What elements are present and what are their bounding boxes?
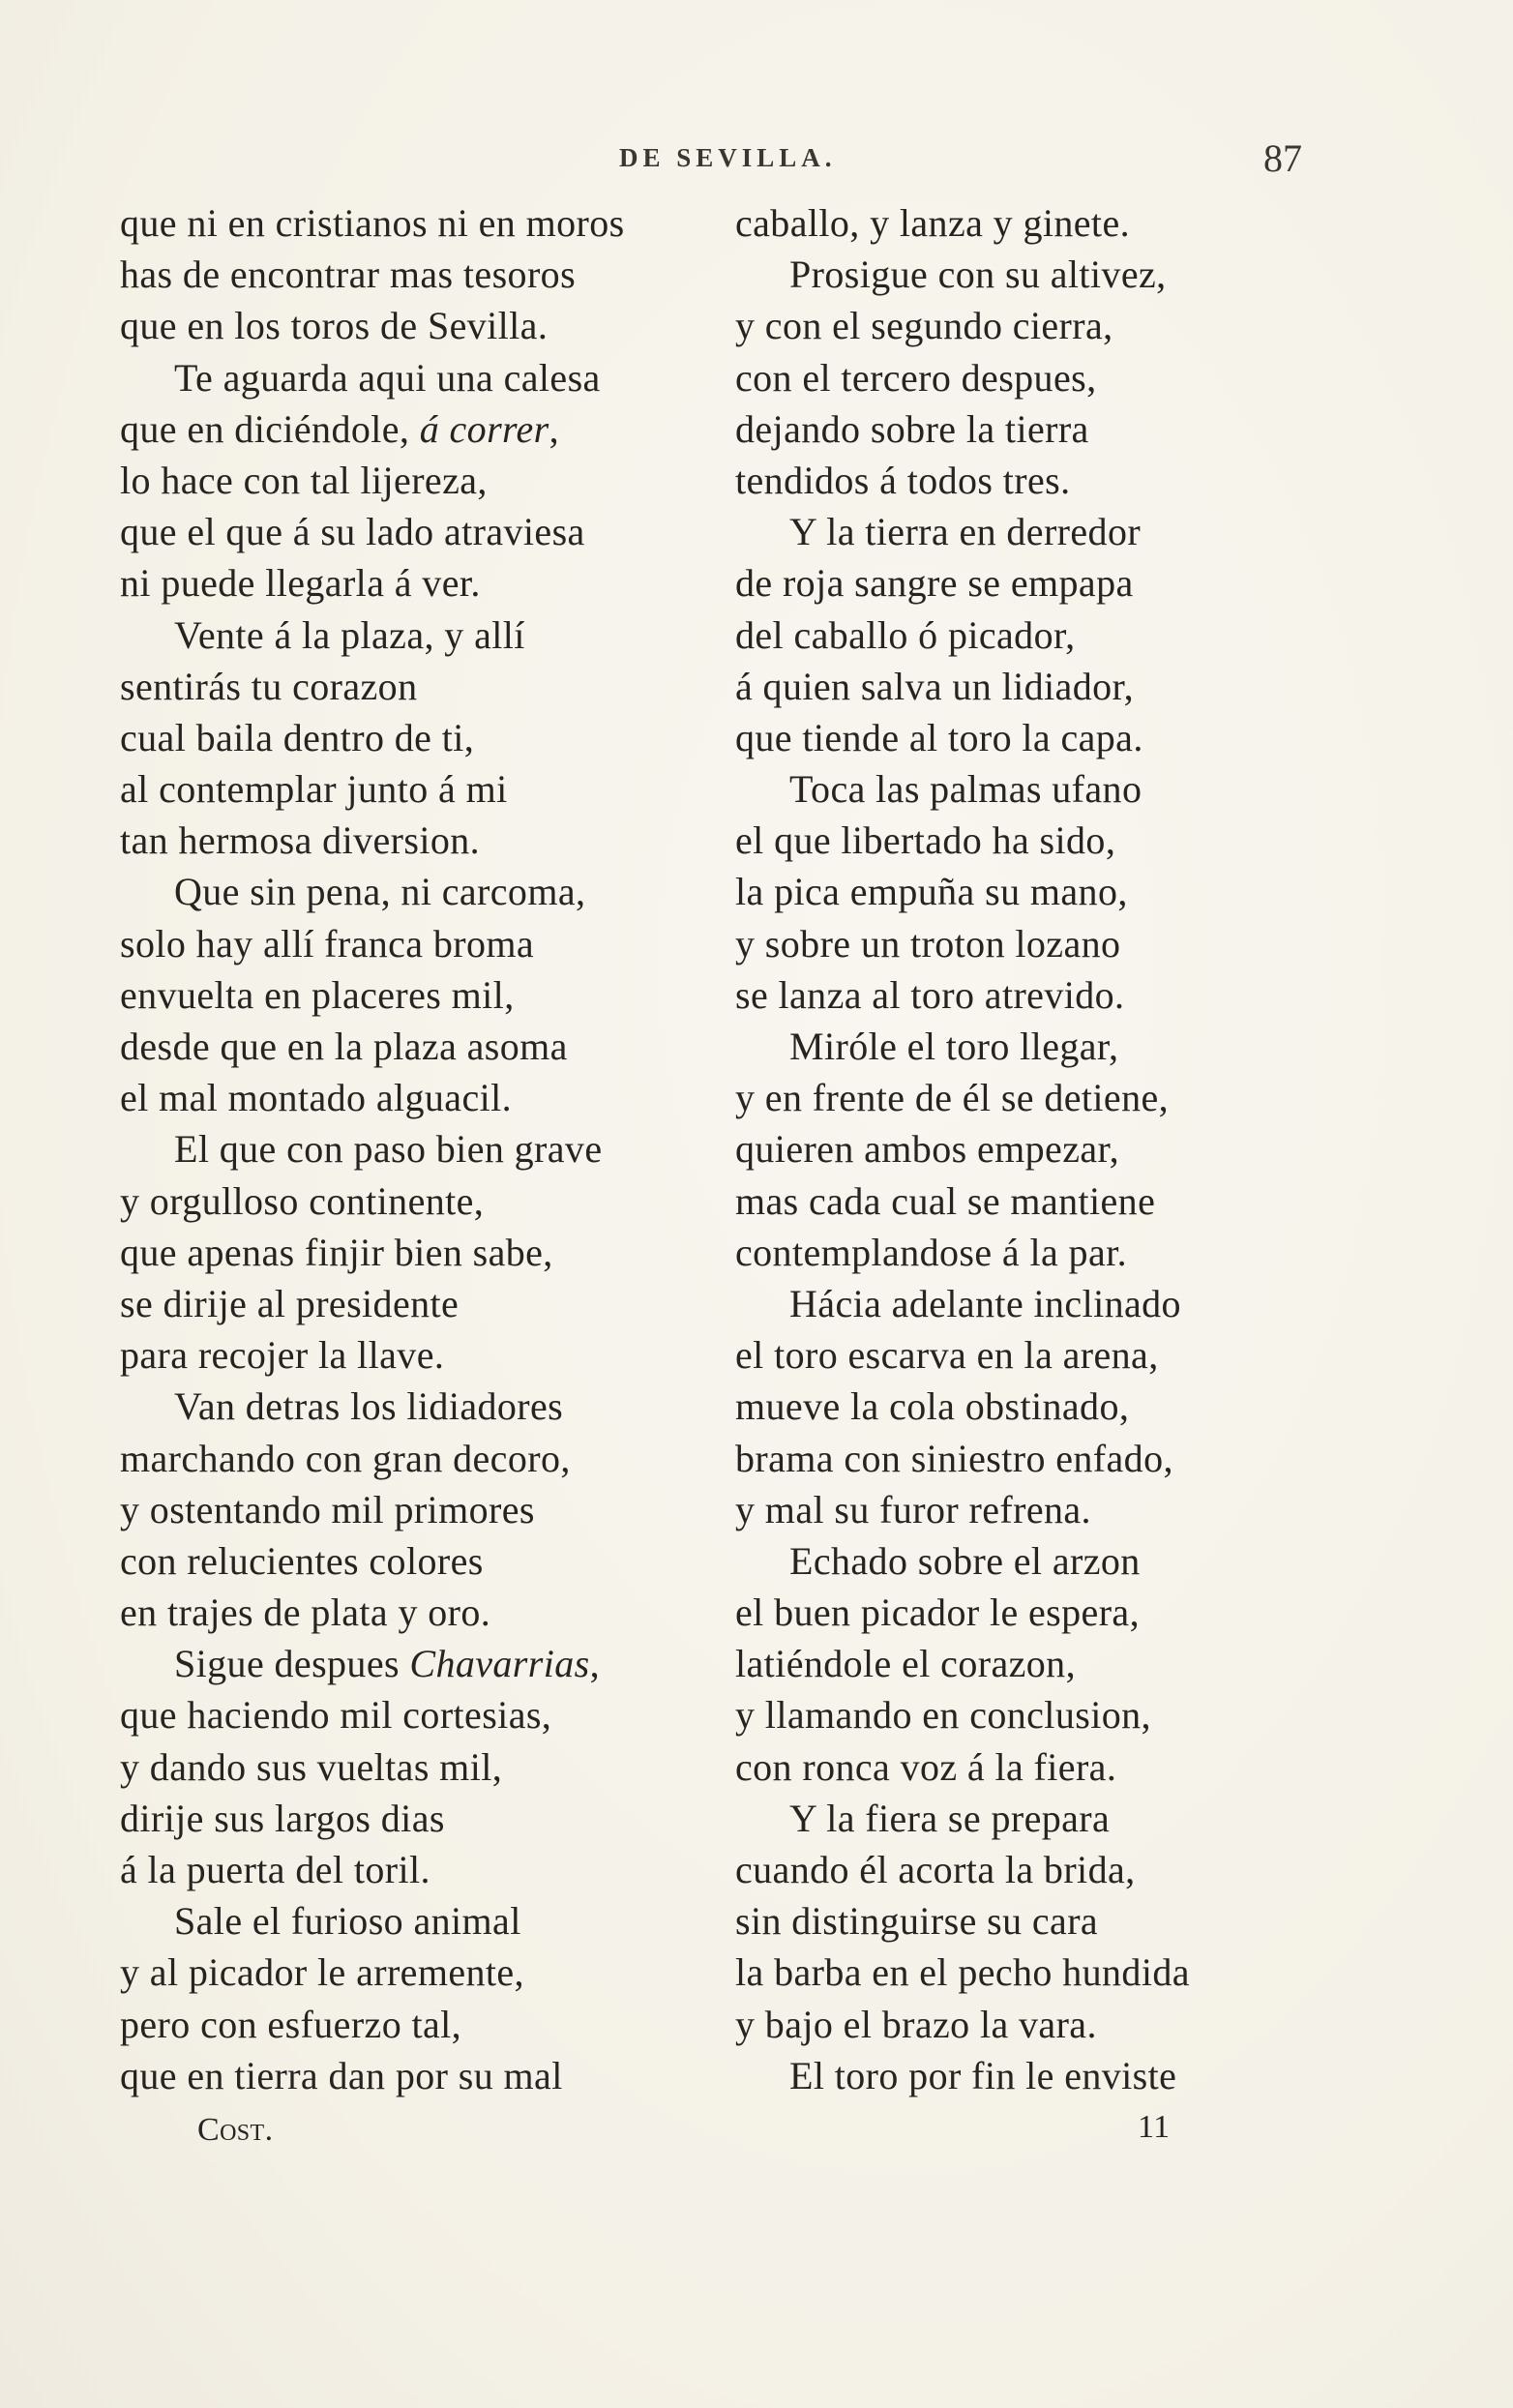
verse-line <box>735 1072 1354 1123</box>
verse-text: y bajo el brazo la vara. <box>735 2002 1097 2046</box>
verse-text: que haciendo mil cortesias, <box>120 1693 552 1738</box>
verse-line <box>120 249 700 300</box>
verse-text: y ostentando mil primores <box>120 1487 535 1531</box>
verse-line <box>735 1123 1354 1174</box>
verse-line <box>735 300 1354 351</box>
verse-text: para recojer la llave. <box>120 1333 445 1378</box>
running-title: DE SEVILLA. <box>619 143 837 172</box>
verse-text: ni puede llegarla á ver. <box>120 561 481 606</box>
verse-line <box>120 1638 700 1689</box>
verse-text: cuando él acorta la brida, <box>735 1848 1136 1891</box>
verse-line <box>735 763 1354 815</box>
page-number: 87 <box>1263 136 1302 180</box>
verse-text: en trajes de plata y oro. <box>120 1590 491 1635</box>
verse-line <box>120 1381 700 1432</box>
running-head <box>0 136 1513 182</box>
verse-text: Van detras los lidiadores <box>174 1384 564 1429</box>
verse-text: Sigue despues <box>174 1642 410 1686</box>
verse-line <box>735 1999 1354 2050</box>
verse-line <box>120 403 700 455</box>
verse-line <box>735 1433 1354 1484</box>
verse-text: el mal montado alguacil. <box>120 1076 513 1120</box>
verse-line <box>120 815 700 866</box>
verse-line <box>735 352 1354 403</box>
verse-line <box>120 1741 700 1793</box>
verse-text: con el tercero despues, <box>735 355 1097 400</box>
verse-line <box>120 1844 700 1895</box>
left-column <box>120 197 700 2101</box>
verse-text: á quien salva un lidiador, <box>735 664 1135 708</box>
verse-line <box>735 712 1354 763</box>
verse-line <box>735 2050 1354 2101</box>
verse-line <box>120 506 700 557</box>
verse-punct: , <box>589 1642 601 1686</box>
verse-text: lo hace con tal lijereza, <box>120 458 488 502</box>
verse-line <box>735 1329 1354 1381</box>
verse-line <box>120 1793 700 1844</box>
verse-italic: Chavarrias <box>409 1642 590 1686</box>
verse-line <box>735 1741 1354 1793</box>
verse-text: al contemplar junto á mi <box>120 767 508 812</box>
verse-text: solo hay allí franca broma <box>120 921 535 966</box>
verse-text: y al picador le arremente, <box>120 1950 524 1995</box>
verse-line <box>735 1227 1354 1278</box>
verse-text: con ronca voz á la fiera. <box>735 1744 1117 1789</box>
verse-line <box>735 557 1354 609</box>
verse-line <box>735 1844 1354 1895</box>
verse-line <box>735 1535 1354 1587</box>
verse-text: se lanza al toro atrevido. <box>735 972 1125 1017</box>
verse-line <box>120 1329 700 1381</box>
verse-line <box>120 1947 700 1998</box>
verse-line <box>120 969 700 1021</box>
verse-text: y dando sus vueltas mil, <box>120 1744 503 1789</box>
verse-text: del caballo ó picador, <box>735 612 1076 657</box>
verse-line <box>735 1484 1354 1535</box>
verse-line <box>120 1021 700 1072</box>
verse-italic: á correr <box>419 406 549 451</box>
verse-line <box>120 1175 700 1227</box>
verse-text: que en tierra dan por su mal <box>120 2053 563 2097</box>
verse-text: que apenas finjir bien sabe, <box>120 1230 553 1274</box>
verse-line <box>735 815 1354 866</box>
verse-text: latiéndole el corazon, <box>735 1642 1076 1686</box>
verse-text: mueve la cola obstinado, <box>735 1384 1130 1429</box>
verse-line <box>120 455 700 506</box>
verse-text: á la puerta del toril. <box>120 1848 430 1891</box>
verse-line <box>120 300 700 351</box>
verse-line <box>120 1895 700 1947</box>
verse-text: cual baila dentro de ti, <box>120 715 475 759</box>
verse-line <box>735 403 1354 455</box>
verse-text: tendidos á todos tres. <box>735 458 1071 502</box>
verse-text: y orgulloso continente, <box>120 1178 485 1223</box>
footer-line <box>197 2101 1261 2153</box>
verse-line <box>735 1793 1354 1844</box>
verse-line <box>120 1587 700 1638</box>
verse-text: Y la fiera se prepara <box>789 1796 1111 1840</box>
verse-text: Hácia adelante inclinado <box>789 1281 1181 1325</box>
verse-line <box>735 1947 1354 1998</box>
verse-line <box>120 1072 700 1123</box>
verse-line <box>735 1175 1354 1227</box>
verse-text: pero con esfuerzo tal, <box>120 2002 462 2046</box>
verse-text: y en frente de él se detiene, <box>735 1076 1170 1120</box>
verse-text: la barba en el pecho hundida <box>735 1950 1190 1995</box>
verse-line <box>735 1021 1354 1072</box>
verse-line <box>735 609 1354 661</box>
verse-line <box>735 1895 1354 1947</box>
verse-text: Que sin pena, ni carcoma, <box>174 870 586 914</box>
verse-line <box>120 1278 700 1329</box>
verse-text: Toca las palmas ufano <box>789 767 1142 812</box>
verse-text: marchando con gran decoro, <box>120 1436 571 1480</box>
verse-punct: , <box>549 406 560 451</box>
verse-text: sin distinguirse su cara <box>735 1899 1099 1944</box>
verse-text: envuelta en placeres mil, <box>120 972 515 1017</box>
verse-text: que tiende al toro la capa. <box>735 715 1143 759</box>
verse-line <box>120 763 700 815</box>
verse-text: Echado sobre el arzon <box>789 1538 1141 1583</box>
signature-mark: 11 <box>1138 2109 1171 2146</box>
verse-line <box>735 197 1354 249</box>
verse-text: con relucientes colores <box>120 1538 484 1583</box>
verse-line <box>735 249 1354 300</box>
verse-text: el que libertado ha sido, <box>735 818 1116 863</box>
verse-text: Prosigue con su altivez, <box>789 253 1167 297</box>
verse-text: has de encontrar mas tesoros <box>120 253 577 297</box>
verse-text: sentirás tu corazon <box>120 664 418 708</box>
verse-text: caballo, y lanza y ginete. <box>735 201 1130 245</box>
verse-line <box>120 557 700 609</box>
verse-line <box>120 1227 700 1278</box>
verse-text: dejando sobre la tierra <box>735 406 1089 451</box>
verse-line <box>120 1689 700 1740</box>
verse-line <box>120 1535 700 1587</box>
verse-line <box>735 1278 1354 1329</box>
verse-line <box>120 1999 700 2050</box>
verse-line <box>735 1689 1354 1740</box>
verse-line <box>735 1587 1354 1638</box>
verse-line <box>120 2050 700 2101</box>
verse-text: el buen picador le espera, <box>735 1590 1140 1635</box>
verse-text: que ni en cristianos ni en moros <box>120 201 625 245</box>
verse-line <box>120 352 700 403</box>
verse-line <box>735 918 1354 969</box>
verse-text: brama con siniestro enfado, <box>735 1436 1173 1480</box>
verse-text: contemplandose á la par. <box>735 1230 1128 1274</box>
verse-text: que el que á su lado atraviesa <box>120 510 585 554</box>
verse-line <box>735 506 1354 557</box>
verse-text: que en los toros de Sevilla. <box>120 304 549 348</box>
verse-text: tan hermosa diversion. <box>120 818 481 863</box>
verse-text: y llamando en conclusion, <box>735 1693 1151 1738</box>
verse-text: Y la tierra en derredor <box>789 510 1142 554</box>
verse-line <box>120 866 700 917</box>
verse-text: Sale el furioso animal <box>174 1899 521 1944</box>
verse-line <box>735 455 1354 506</box>
verse-line <box>735 866 1354 917</box>
verse-text: Te aguarda aqui una calesa <box>174 355 601 400</box>
verse-text: El toro por fin le enviste <box>789 2053 1177 2097</box>
catchword: Cost. <box>197 2112 274 2149</box>
verse-line <box>735 1638 1354 1689</box>
verse-line <box>735 969 1354 1021</box>
right-column <box>735 197 1354 2101</box>
verse-text: mas cada cual se mantiene <box>735 1178 1156 1223</box>
verse-text: de roja sangre se empapa <box>735 561 1134 606</box>
verse-text: y con el segundo cierra, <box>735 304 1113 348</box>
verse-text: Vente á la plaza, y allí <box>174 612 525 657</box>
verse-text: y sobre un troton lozano <box>735 921 1121 966</box>
verse-text: dirije sus largos dias <box>120 1796 445 1840</box>
verse-text: el toro escarva en la arena, <box>735 1333 1159 1378</box>
verse-text: quieren ambos empezar, <box>735 1127 1120 1172</box>
verse-line <box>120 661 700 712</box>
verse-line <box>120 1484 700 1535</box>
verse-line <box>120 918 700 969</box>
verse-text: se dirije al presidente <box>120 1281 460 1325</box>
verse-text: Miróle el toro llegar, <box>789 1025 1119 1068</box>
verse-line <box>735 1381 1354 1432</box>
verse-line <box>120 197 700 249</box>
verse-text: que en diciéndole, <box>120 406 420 451</box>
verse-text: desde que en la plaza asoma <box>120 1025 568 1068</box>
verse-line <box>120 1433 700 1484</box>
verse-text: la pica empuña su mano, <box>735 870 1128 914</box>
verse-line <box>735 661 1354 712</box>
verse-text: El que con paso bien grave <box>174 1127 603 1172</box>
verse-line <box>120 609 700 661</box>
verse-line <box>120 1123 700 1174</box>
verse-line <box>120 712 700 763</box>
verse-text: y mal su furor refrena. <box>735 1487 1091 1531</box>
